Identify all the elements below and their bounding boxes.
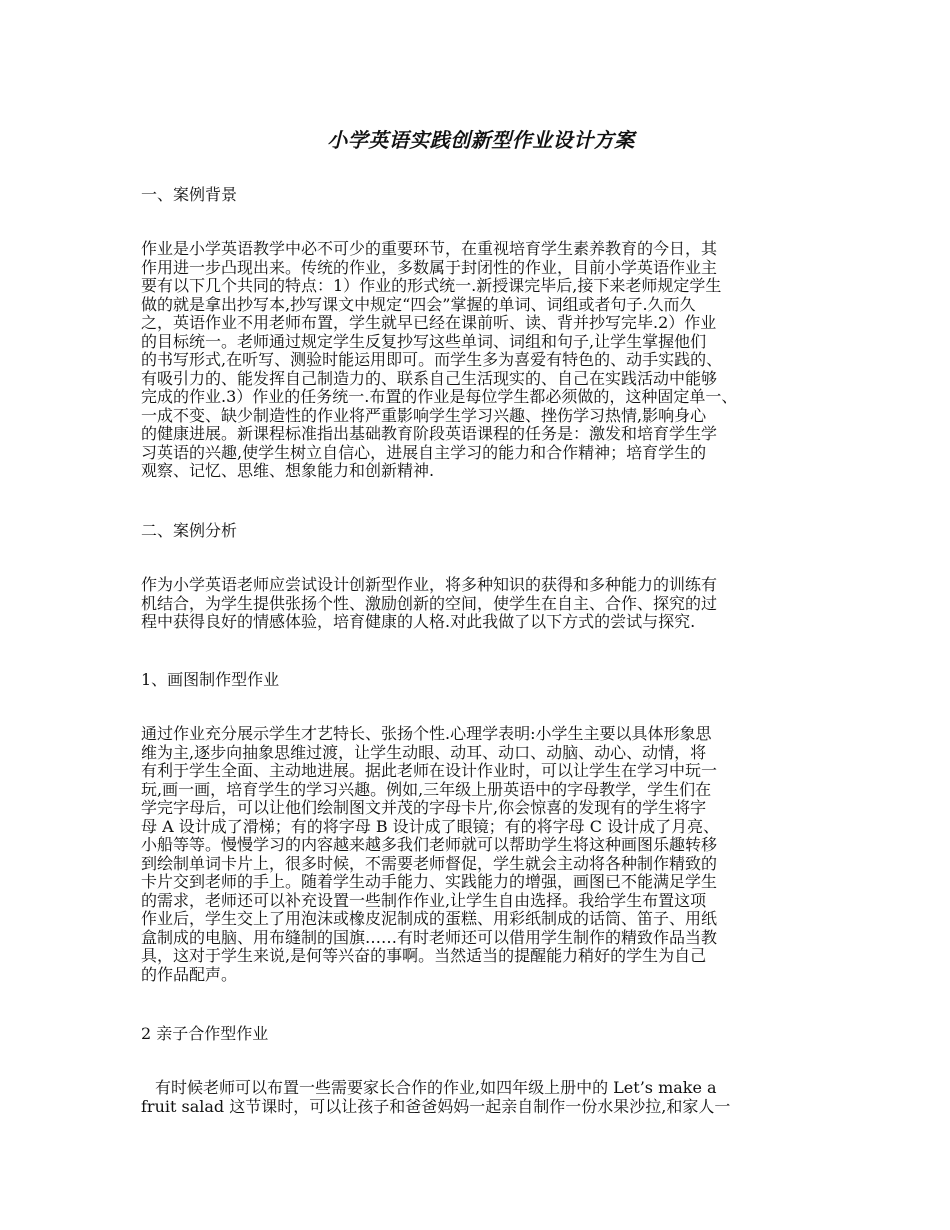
text-line: 的健康进展。新课程标准指出基础教育阶段英语课程的任务是：激发和培育学生学 xyxy=(141,424,718,443)
text-line: 有吸引力的、能发挥自己制造力的、联系自己生活现实的、自己在实践活动中能够 xyxy=(141,368,718,388)
text-line: 机结合，为学生提供张扬个性、激励创新的空间，使学生在自主、合作、探究的过 xyxy=(141,593,718,613)
text-line: 卡片交到老师的手上。随着学生动手能力、实践能力的增强，画图已不能满足学生 xyxy=(141,872,718,891)
text-line: 维为主,逐步向抽象思维过渡，让学生动眼、动耳、动口、动脑、动心、动情，将 xyxy=(141,742,707,762)
section-body-analysis xyxy=(141,576,821,632)
text-line: 观察、记忆、思维、想象能力和创新精神. xyxy=(141,461,435,480)
text-line: 有利于学生全面、主动地进展。据此老师在设计作业时，可以让学生在学习中玩一 xyxy=(141,761,718,780)
text-line: 作业是小学英语教学中必不可少的重要环节，在重视培育学生素养教育的今日，其 xyxy=(141,239,718,258)
text-line: 学完字母后，可以让他们绘制图文并茂的字母卡片,你会惊喜的发现有的学生将字 xyxy=(141,798,707,817)
text-line: 做的就是拿出抄写本,抄写课文中规定“四会”掌握的单词、词组或者句子.久而久 xyxy=(141,294,696,314)
text-line: 作为小学英语老师应尝试设计创新型作业，将多种知识的获得和多种能力的训练有 xyxy=(141,575,718,594)
section-body-parent-child-homework xyxy=(141,1079,821,1116)
text-line: 一成不变、缺少制造性的作业将严重影响学生学习兴趣、挫伤学习热情,影响身心 xyxy=(141,405,707,425)
text-line: 有时候老师可以布置一些需要家长合作的作业,如四年级上册中的 Let’s make a xyxy=(155,1078,717,1097)
text-line: 习英语的兴趣,使学生树立自信心，进展自主学习的能力和合作精神；培育学生的 xyxy=(141,442,707,462)
section-body-background xyxy=(141,240,821,481)
text-line: 的书写形式,在听写、测验时能运用即可。而学生多为喜爱有特色的、动手实践的、 xyxy=(141,350,723,369)
section-heading-analysis: 二、案例分析 xyxy=(141,521,238,540)
text-line: 盒制成的电脑、用布缝制的国旗……有时老师还可以借用学生制作的精致作品当教 xyxy=(141,927,718,947)
text-line: 母 A 设计成了滑梯；有的将字母 B 设计成了眼镜；有的将字母 C 设计成了月亮、 xyxy=(141,816,720,836)
text-line: 的目标统一。老师通过规定学生反复抄写这些单词、词组和句子,让学生掌握他们 xyxy=(141,331,707,351)
text-line: 的作品配声。 xyxy=(141,964,238,984)
text-line: 小船等等。慢慢学习的内容越来越多我们老师就可以帮助学生将这种画图乐趣转移 xyxy=(141,835,718,854)
text-line: 程中获得良好的情感体验，培育健康的人格.对此我做了以下方式的尝试与探究. xyxy=(141,612,696,631)
section-heading-drawing-homework: 1、画图制作型作业 xyxy=(141,670,280,689)
section-heading-parent-child-homework: 2 亲子合作型作业 xyxy=(141,1024,269,1043)
text-line: 作业后，学生交上了用泡沫或橡皮泥制成的蛋糕、用彩纸制成的话筒、笛子、用纸 xyxy=(141,909,718,928)
text-line: 通过作业充分展示学生才艺特长、张扬个性.心理学表明:小学生主要以具体形象思 xyxy=(141,724,712,743)
text-line: 要有以下几个共同的特点：1）作业的形式统一.新授课完毕后,接下来老师规定学生 xyxy=(141,276,722,295)
text-line: 之，英语作业不用老师布置，学生就早已经在课前听、读、背并抄写完毕.2）作业 xyxy=(141,313,717,332)
text-line: 作用进一步凸现出来。传统的作业，多数属于封闭性的作业，目前小学英语作业主 xyxy=(141,257,718,277)
text-line: 的需求，老师还可以补充设置一些制作作业,让学生自由选择。我给学生布置这项 xyxy=(141,890,707,910)
text-line: 玩,画一画，培育学生的学习兴趣。例如,三年级上册英语中的字母教学，学生们在 xyxy=(141,779,712,799)
document-title: 小学英语实践创新型作业设计方案 xyxy=(327,128,635,152)
text-line: fruit salad 这节课时，可以让孩子和爸爸妈妈一起亲自制作一份水果沙拉,和家人一 xyxy=(141,1096,731,1116)
text-line: 到绘制单词卡片上，很多时候，不需要老师督促，学生就会主动将各种制作精致的 xyxy=(141,853,718,873)
section-heading-background: 一、案例背景 xyxy=(141,185,238,204)
section-body-drawing-homework xyxy=(141,725,821,984)
text-line: 具，这对于学生来说,是何等兴奋的事啊。当然适当的提醒能力稍好的学生为自己 xyxy=(141,946,707,965)
text-line: 完成的作业.3）作业的任务统一.布置的作业是每位学生都必须做的，这种固定单一、 xyxy=(141,387,738,406)
